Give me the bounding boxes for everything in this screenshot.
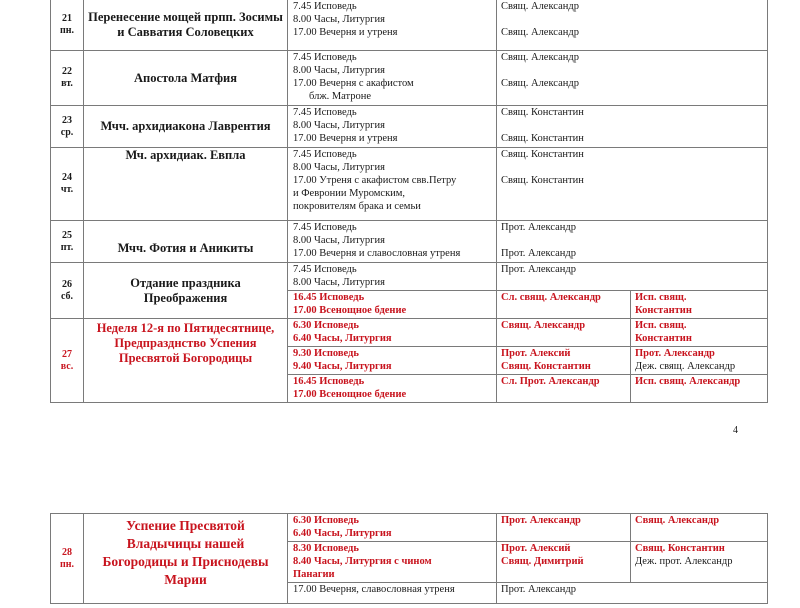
page-number: 4	[733, 425, 738, 436]
clergy-cell: Прот. Александр	[497, 583, 768, 604]
confessor-cell: Исп. свящ. Константин	[631, 291, 768, 319]
event-cell: Мчч. архидиакона Лаврентия	[84, 106, 288, 148]
table-row	[51, 221, 768, 263]
event-cell: Неделя 12-я по Пятидесятнице, Предпразднство Успения Пресвятой Богородицы	[84, 319, 288, 403]
service-cell: 16.45 Исповедь 17.00 Всенощное бдение	[288, 375, 497, 403]
confessor-cell: Прот. Александр Деж. свящ. Александр	[631, 347, 768, 375]
date-cell: 26 сб.	[51, 263, 84, 319]
clergy-cell: Прот. Александр	[497, 263, 768, 291]
date-cell: 28 пн.	[51, 514, 84, 604]
event-cell: Перенесение мощей прпп. Зосимы и Савватия Соловецких	[84, 0, 288, 51]
clergy-cell: Свящ. Александр	[497, 319, 631, 347]
clergy-cell: Сл. свящ. Александр	[497, 291, 631, 319]
date-cell: 25 пт.	[51, 221, 84, 263]
service-cell: 7.45 Исповедь 8.00 Часы, Литургия 17.00 Вечерня и утреня	[288, 106, 497, 148]
service-cell: 16.45 Исповедь 17.00 Всенощное бдение	[288, 291, 497, 319]
clergy-cell: Прот. Алексий Свящ. Константин	[497, 347, 631, 375]
service-cell: 7.45 Исповедь 8.00 Часы, Литургия 17.00 Вечерня с акафистом блж. Матроне	[288, 51, 497, 106]
event-cell: Мчч. Фотия и Аникиты	[84, 221, 288, 263]
clergy-cell: Прот. Александр Прот. Александр	[497, 221, 768, 263]
event-cell: Успение Пресвятой Владычицы нашей Богородицы и Приснодевы Марии	[84, 514, 288, 604]
clergy-cell: Прот. Алексий Свящ. Димитрий	[497, 542, 631, 583]
table-row	[51, 263, 768, 291]
service-cell: 7.45 Исповедь 8.00 Часы, Литургия 17.00 Вечерня и утреня	[288, 0, 497, 51]
event-cell: Мч. архидиак. Евпла	[84, 148, 288, 221]
confessor-cell: Свящ. Константин Деж. прот. Александр	[631, 542, 768, 583]
event-cell: Отдание праздника Преображения	[84, 263, 288, 319]
service-cell: 9.30 Исповедь 9.40 Часы, Литургия	[288, 347, 497, 375]
date-cell: 21 пн.	[51, 0, 84, 51]
clergy-cell: Свящ. Александр Свящ. Александр	[497, 0, 768, 51]
table-row	[51, 514, 768, 542]
date-cell: 24 чт.	[51, 148, 84, 221]
service-cell: 8.30 Исповедь 8.40 Часы, Литургия с чином Панагии	[288, 542, 497, 583]
service-cell: 7.45 Исповедь 8.00 Часы, Литургия 17.00 Утреня с акафистом свв.Петру и Февронии Муромским, покровителям брака и семьи	[288, 148, 497, 221]
schedule-table-bottom	[50, 513, 768, 604]
table-row	[51, 319, 768, 347]
schedule-table-top	[50, 0, 768, 403]
service-cell: 6.30 Исповедь 6.40 Часы, Литургия	[288, 514, 497, 542]
event-cell: Апостола Матфия	[84, 51, 288, 106]
clergy-cell: Свящ. Константин Свящ. Константин	[497, 106, 768, 148]
date-cell: 23 ср.	[51, 106, 84, 148]
table-row	[51, 0, 768, 51]
service-cell: 7.45 Исповедь 8.00 Часы, Литургия 17.00 Вечерня и славословная утреня	[288, 221, 497, 263]
clergy-cell: Свящ. Константин Свящ. Константин	[497, 148, 768, 221]
table-row	[51, 51, 768, 106]
service-cell: 6.30 Исповедь 6.40 Часы, Литургия	[288, 319, 497, 347]
table-row	[51, 148, 768, 221]
service-cell: 17.00 Вечерня, славословная утреня	[288, 583, 497, 604]
date-cell: 22 вт.	[51, 51, 84, 106]
confessor-cell: Свящ. Александр	[631, 514, 768, 542]
clergy-cell: Свящ. Александр Свящ. Александр	[497, 51, 768, 106]
clergy-cell: Прот. Александр	[497, 514, 631, 542]
service-cell: 7.45 Исповедь 8.00 Часы, Литургия	[288, 263, 497, 291]
table-row	[51, 106, 768, 148]
confessor-cell: Исп. свящ. Константин	[631, 319, 768, 347]
date-cell: 27 вс.	[51, 319, 84, 403]
clergy-cell: Сл. Прот. Александр	[497, 375, 631, 403]
confessor-cell: Исп. свящ. Александр	[631, 375, 768, 403]
